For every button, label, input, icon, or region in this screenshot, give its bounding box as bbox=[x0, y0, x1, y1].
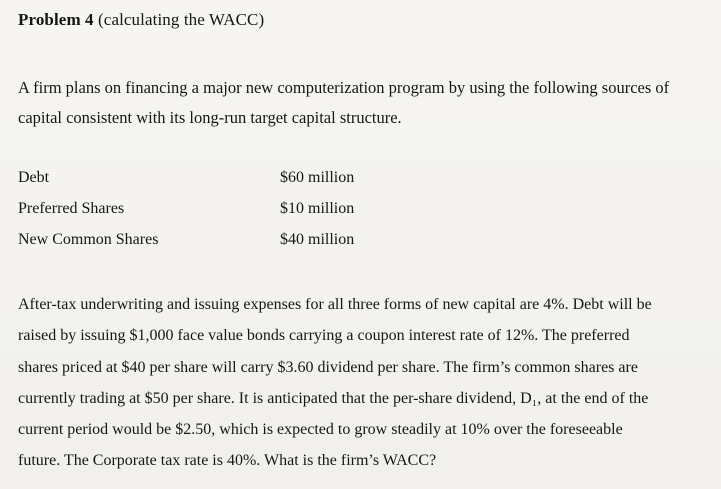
details-paragraph bbox=[18, 289, 708, 477]
capital-sources-list bbox=[18, 169, 438, 262]
intro-paragraph bbox=[18, 73, 708, 133]
capital-source-row-debt bbox=[18, 169, 438, 200]
capital-source-amount: $10 million bbox=[280, 200, 355, 217]
capital-source-row-new-common-shares bbox=[18, 231, 438, 262]
details-line-1: After-tax underwriting and issuing expenses for all three forms of new capital are 4%. Debt will be bbox=[18, 296, 652, 313]
capital-source-amount: $60 million bbox=[280, 169, 355, 186]
capital-source-label: Debt bbox=[18, 169, 50, 186]
details-line-4: currently trading at $50 per share. It is anticipated that the per-share dividend, D₁, at the end of the bbox=[18, 389, 649, 407]
capital-source-amount: $40 million bbox=[280, 231, 355, 248]
intro-line-1: A firm plans on financing a major new computerization program by using the following sources of bbox=[18, 78, 670, 97]
problem-title bbox=[18, 10, 264, 30]
capital-source-label: Preferred Shares bbox=[18, 200, 125, 217]
details-line-3: shares priced at $40 per share will carry $3.60 dividend per share. The firm’s common shares are bbox=[18, 358, 638, 376]
problem-subtitle: (calculating the WACC) bbox=[98, 10, 265, 29]
intro-line-2: capital consistent with its long-run target capital structure. bbox=[18, 108, 402, 127]
capital-source-label: New Common Shares bbox=[18, 231, 159, 248]
problem-heading: Problem 4 bbox=[18, 10, 94, 29]
details-line-2: raised by issuing $1,000 face value bonds carrying a coupon interest rate of 12%. The preferred bbox=[18, 327, 630, 345]
details-line-5: current period would be $2.50, which is expected to grow steadily at 10% over the foreseeable bbox=[18, 421, 623, 439]
details-line-6: future. The Corporate tax rate is 40%. What is the firm’s WACC? bbox=[18, 452, 437, 470]
capital-source-row-preferred-shares bbox=[18, 200, 438, 231]
